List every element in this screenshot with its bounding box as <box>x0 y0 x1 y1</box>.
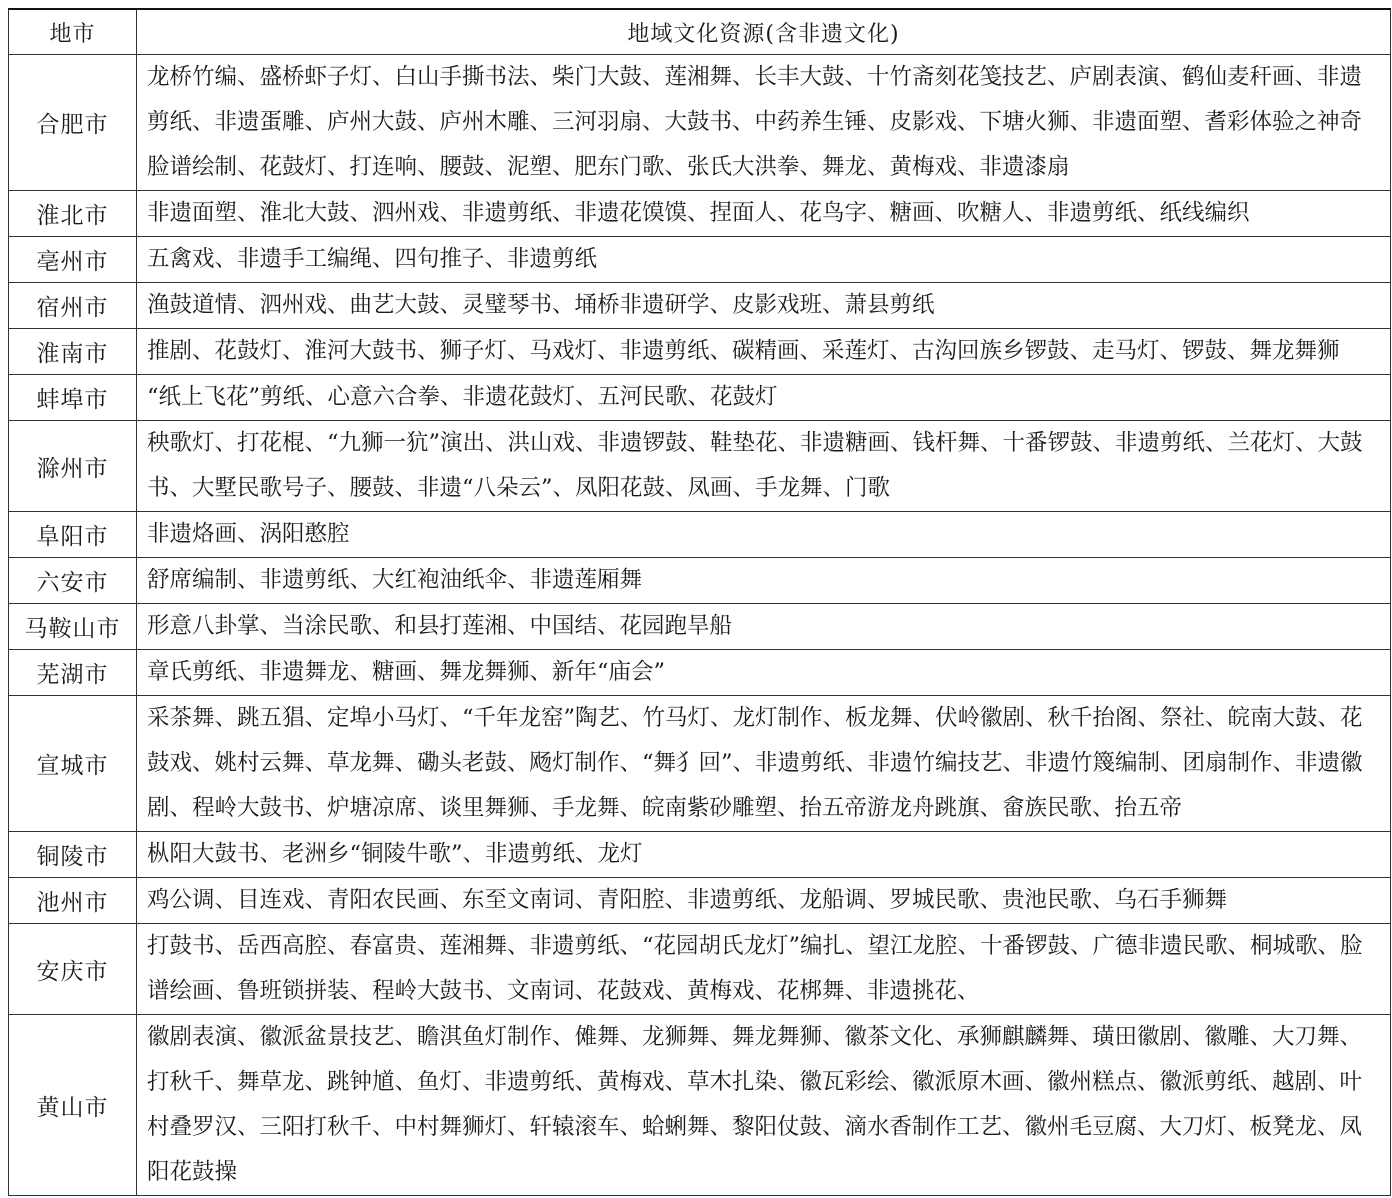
city-cell: 六安市 <box>9 558 137 604</box>
table-row <box>9 237 1391 283</box>
city-cell: 池州市 <box>9 878 137 924</box>
table-row <box>9 512 1391 558</box>
city-cell: 亳州市 <box>9 237 137 283</box>
table-row <box>9 696 1391 832</box>
city-cell: 黄山市 <box>9 1015 137 1196</box>
resources-cell: 非遗烙画、涡阳憨腔 <box>137 512 1391 558</box>
resources-cell: 非遗面塑、淮北大鼓、泗州戏、非遗剪纸、非遗花馍馍、捏面人、花鸟字、糖画、吹糖人、非遗剪纸、纸线编织 <box>137 191 1391 237</box>
culture-table-container <box>8 8 1390 1198</box>
table-row <box>9 283 1391 329</box>
resources-cell: 章氏剪纸、非遗舞龙、糖画、舞龙舞狮、新年“庙会” <box>137 650 1391 696</box>
table-row <box>9 55 1391 191</box>
table-row <box>9 375 1391 421</box>
city-cell: 滁州市 <box>9 421 137 512</box>
city-cell: 阜阳市 <box>9 512 137 558</box>
resources-cell: 鸡公调、目连戏、青阳农民画、东至文南词、青阳腔、非遗剪纸、龙船调、罗城民歌、贵池民歌、乌石手狮舞 <box>137 878 1391 924</box>
resources-cell: 渔鼓道情、泗州戏、曲艺大鼓、灵璧琴书、埇桥非遗研学、皮影戏班、萧县剪纸 <box>137 283 1391 329</box>
city-cell: 马鞍山市 <box>9 604 137 650</box>
resources-cell: “纸上飞花”剪纸、心意六合拳、非遗花鼓灯、五河民歌、花鼓灯 <box>137 375 1391 421</box>
city-cell: 铜陵市 <box>9 832 137 878</box>
city-cell: 宿州市 <box>9 283 137 329</box>
table-row <box>9 191 1391 237</box>
table-row <box>9 650 1391 696</box>
resources-cell: 打鼓书、岳西高腔、春富贵、莲湘舞、非遗剪纸、“花园胡氏龙灯”编扎、望江龙腔、十番锣鼓、广德非遗民歌、桐城歌、脸谱绘画、鲁班锁拼装、程岭大鼓书、文南词、花鼓戏、黄梅戏、花梆舞、非遗挑花、 <box>137 924 1391 1015</box>
table-header-row <box>9 9 1391 55</box>
resources-cell: 采茶舞、跳五猖、定埠小马灯、“千年龙窑”陶艺、竹马灯、龙灯制作、板龙舞、伏岭徽剧、秋千抬阁、祭社、皖南大鼓、花鼓戏、姚村云舞、草龙舞、磡头老鼓、飏灯制作、“舞犭回”、非遗剪纸、非遗竹编技艺、非遗竹篾编制、团扇制作、非遗徽剧、程岭大鼓书、炉塘凉席、谈里舞狮、手龙舞、皖南紫砂雕塑、抬五帝游龙舟跳旗、畲族民歌、抬五帝 <box>137 696 1391 832</box>
city-cell: 宣城市 <box>9 696 137 832</box>
table-row <box>9 604 1391 650</box>
city-cell: 蚌埠市 <box>9 375 137 421</box>
city-cell: 合肥市 <box>9 55 137 191</box>
resources-cell: 形意八卦掌、当涂民歌、和县打莲湘、中国结、花园跑旱船 <box>137 604 1391 650</box>
resources-cell: 舒席编制、非遗剪纸、大红袍油纸伞、非遗莲厢舞 <box>137 558 1391 604</box>
city-cell: 淮北市 <box>9 191 137 237</box>
header-resources: 地域文化资源(含非遗文化) <box>137 9 1391 55</box>
table-row <box>9 1015 1391 1196</box>
table-row <box>9 421 1391 512</box>
header-city: 地市 <box>9 9 137 55</box>
culture-resources-table <box>8 8 1391 1196</box>
resources-cell: 推剧、花鼓灯、淮河大鼓书、狮子灯、马戏灯、非遗剪纸、碳精画、采莲灯、古沟回族乡锣鼓、走马灯、锣鼓、舞龙舞狮 <box>137 329 1391 375</box>
table-row <box>9 878 1391 924</box>
table-row <box>9 924 1391 1015</box>
city-cell: 安庆市 <box>9 924 137 1015</box>
city-cell: 淮南市 <box>9 329 137 375</box>
resources-cell: 枞阳大鼓书、老洲乡“铜陵牛歌”、非遗剪纸、龙灯 <box>137 832 1391 878</box>
resources-cell: 五禽戏、非遗手工编绳、四句推子、非遗剪纸 <box>137 237 1391 283</box>
table-row <box>9 329 1391 375</box>
table-row <box>9 832 1391 878</box>
table-row <box>9 558 1391 604</box>
city-cell: 芜湖市 <box>9 650 137 696</box>
resources-cell: 徽剧表演、徽派盆景技艺、瞻淇鱼灯制作、傩舞、龙狮舞、舞龙舞狮、徽茶文化、承狮麒麟舞、璜田徽剧、徽雕、大刀舞、打秋千、舞草龙、跳钟馗、鱼灯、非遗剪纸、黄梅戏、草木扎染、徽瓦彩绘、徽派原木画、徽州糕点、徽派剪纸、越剧、叶村叠罗汉、三阳打秋千、中村舞狮灯、轩辕滚车、蛤蜊舞、黎阳仗鼓、滴水香制作工艺、徽州毛豆腐、大刀灯、板凳龙、凤阳花鼓操 <box>137 1015 1391 1196</box>
resources-cell: 秧歌灯、打花棍、“九狮一犺”演出、洪山戏、非遗锣鼓、鞋垫花、非遗糖画、钱杆舞、十番锣鼓、非遗剪纸、兰花灯、大鼓书、大墅民歌号子、腰鼓、非遗“八朵云”、凤阳花鼓、凤画、手龙舞、门歌 <box>137 421 1391 512</box>
resources-cell: 龙桥竹编、盛桥虾子灯、白山手撕书法、柴门大鼓、莲湘舞、长丰大鼓、十竹斋刻花笺技艺、庐剧表演、鹤仙麦秆画、非遗剪纸、非遗蛋雕、庐州大鼓、庐州木雕、三河羽扇、大鼓书、中药养生锤、皮影戏、下塘火狮、非遗面塑、耆彩体验之神奇脸谱绘制、花鼓灯、打连响、腰鼓、泥塑、肥东门歌、张氏大洪拳、舞龙、黄梅戏、非遗漆扇 <box>137 55 1391 191</box>
